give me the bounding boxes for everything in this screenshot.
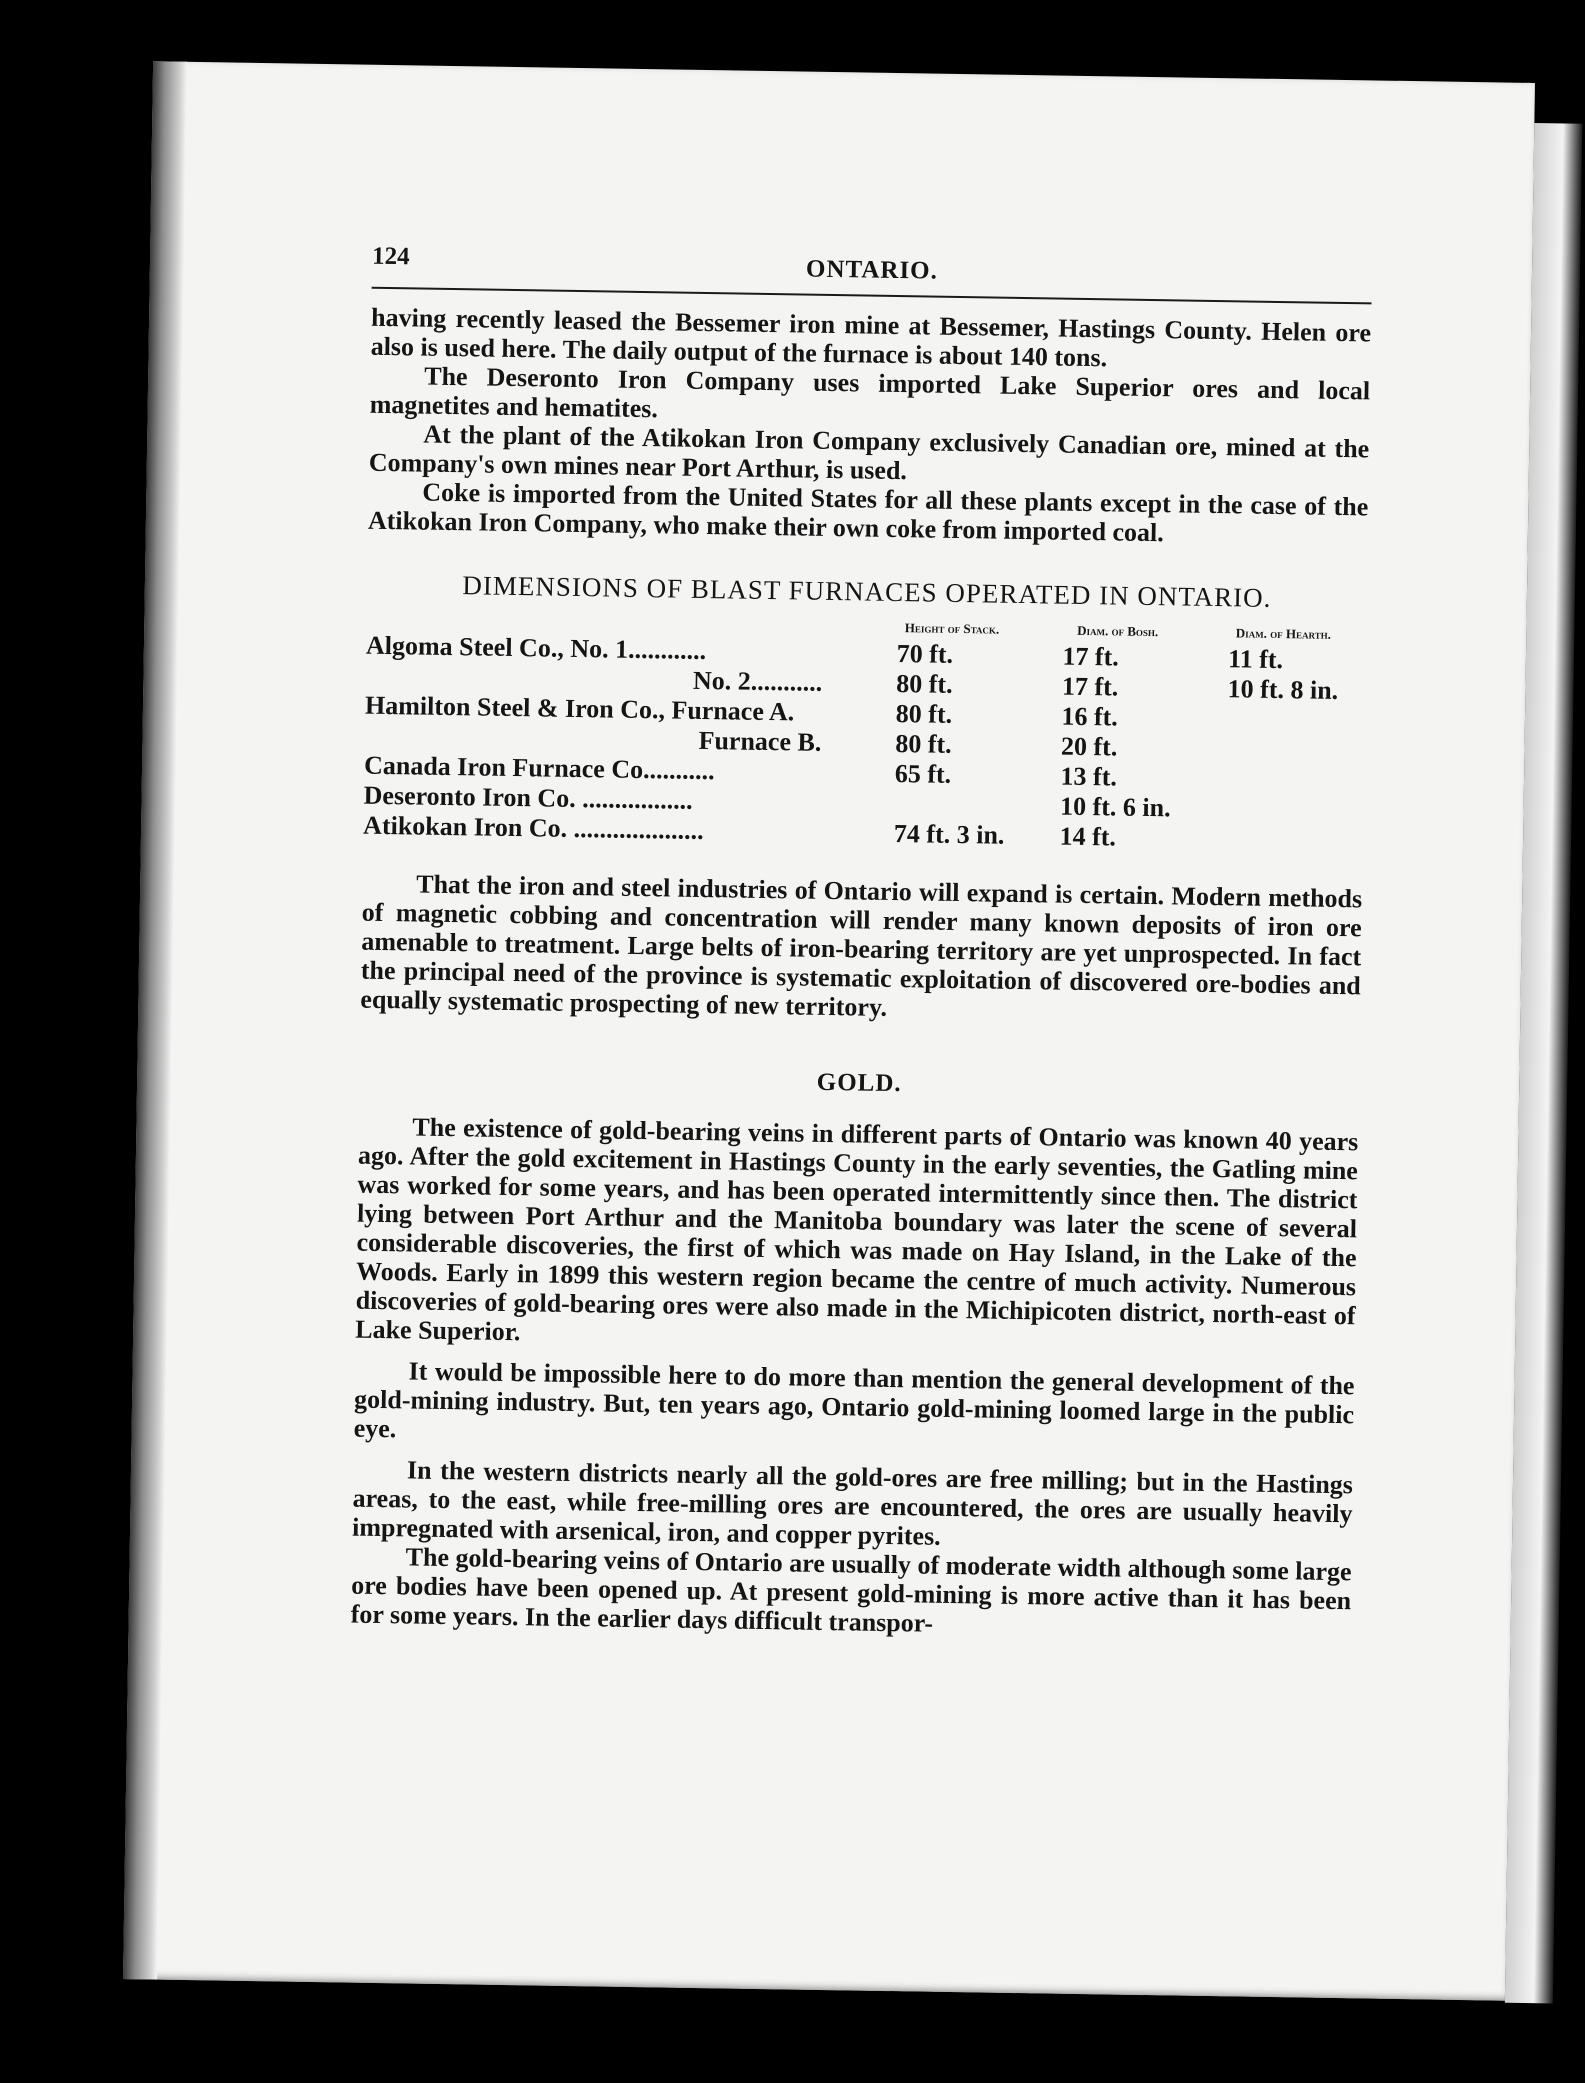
stack-height: 70 ft. [896,639,954,669]
paragraph: having recently leased the Bessemer iron mine at Bessemer, Hastings County. Helen ore also is used here. The daily output of the furnace is about 140 tons. [370,302,1372,373]
table-title: DIMENSIONS OF BLAST FURNACES OPERATED IN ONTARIO. [462,570,1272,613]
bosh-diameter: 20 ft. [1060,731,1118,762]
stack-height: 80 ft. [895,729,952,759]
paragraph: The gold-bearing veins of Ontario are usually of moderate width although some large ore bodies have been opened up. At present gold-mining is more active than it has been for some years. In the earlier days difficult transpor- [350,1542,1352,1638]
page-content [351,243,1373,1645]
furnace-label: Furnace B. [698,725,822,757]
bosh-diameter: 13 ft. [1060,761,1118,792]
hearth-diameter [1198,794,1364,827]
hearth-diameter [1198,764,1364,797]
facing-page-edge [1505,123,1583,2004]
bosh-diameter: 17 ft. [1061,671,1119,702]
bosh-diameter: 10 ft. 6 in. [1059,791,1171,823]
hearth-diameter: 10 ft. 8 in. [1227,674,1339,705]
column-header: Diam. of Hearth. [1235,625,1332,642]
stack-height [866,789,1032,822]
page-binding-shadow [123,61,187,1979]
furnace-label: Hamilton Steel & Iron Co., Furnace A. [364,690,795,727]
page-number: 124 [371,242,410,271]
paragraph: The Deseronto Iron Company uses imported Lake Superior ores and local magnetites and hematites. [369,361,1371,424]
bosh-diameter: 14 ft. [1059,821,1117,852]
paragraph: Coke is imported from the United States for all these plants except in the case of the Atikokan Iron Company, who make their own coke from imported coal. [367,477,1369,548]
bosh-diameter: 17 ft. [1062,641,1119,672]
column-header: Diam. of Bosh. [1077,622,1159,640]
stack-height: 65 ft. [894,759,952,789]
running-title: ONTARIO. [805,255,939,285]
stack-height: 80 ft. [895,699,953,729]
paragraph: It would be impossible here to do more than mention the general development of the gold-mining industry. But, ten years ago, Ontario gold-mining loomed large in the public eye. [353,1356,1355,1444]
furnace-label: Algoma Steel Co., No. 1............ [365,630,707,666]
book-page [123,61,1535,2000]
hearth-diameter: 11 ft. [1227,644,1284,675]
furnace-label: No. 2........... [692,665,823,697]
hearth-diameter [1199,704,1365,737]
paragraph: In the western districts nearly all the gold-ores are free milling; but in the Hastings areas, to the east, while free-milling ores are encountered, the ores are usually heavily impregnated with arsenical, iron, and copper pyrites. [351,1455,1354,1551]
furnace-label: Deseronto Iron Co. ................. [363,780,693,815]
paragraph: That the iron and steel industries of Ontario will expand is certain. Modern methods of magnetic cobbing and concentration will render many known deposits of iron ore amenable to treatment. Large belts of iron-bearing territory are yet unprospected. In fact the principal need of the province is systematic exploitation of discovered ore-bodies and equally systematic prospecting of new territory. [360,869,1363,1022]
section-heading-gold: GOLD. [816,1068,902,1098]
paragraph: At the plant of the Atikokan Iron Company exclusively Canadian ore, mined at the Company's own mines near Port Arthur, is used. [368,419,1370,486]
stack-height: 74 ft. 3 in. [893,818,1005,850]
bosh-diameter: 16 ft. [1061,701,1119,732]
paragraph: The existence of gold-bearing veins in different parts of Ontario was known 40 years ago. After the gold excitement in Hastings County in the early seventies, the Gatling mine was worked for some years, and has been operated intermittently since then. The district lying between Port Arthur and the Manitoba boundary was later the scene of several considerable discoveries, the first of which was made on Hay Island, in the Lake of the Woods. Early in 1899 this western region became the centre of much activity. Numerous discoveries of gold-bearing ores were also made in the Michipicoten district, north-east of Lake Superior. [355,1112,1359,1347]
column-header: Height of Stack. [904,620,1000,637]
furnace-label: Canada Iron Furnace Co........... [363,750,715,786]
blast-furnace-table [363,612,1366,857]
hearth-diameter [1198,734,1364,767]
furnace-label: Atikokan Iron Co. .................... [362,810,704,846]
stack-height: 80 ft. [896,669,953,699]
hearth-diameter [1197,824,1363,857]
